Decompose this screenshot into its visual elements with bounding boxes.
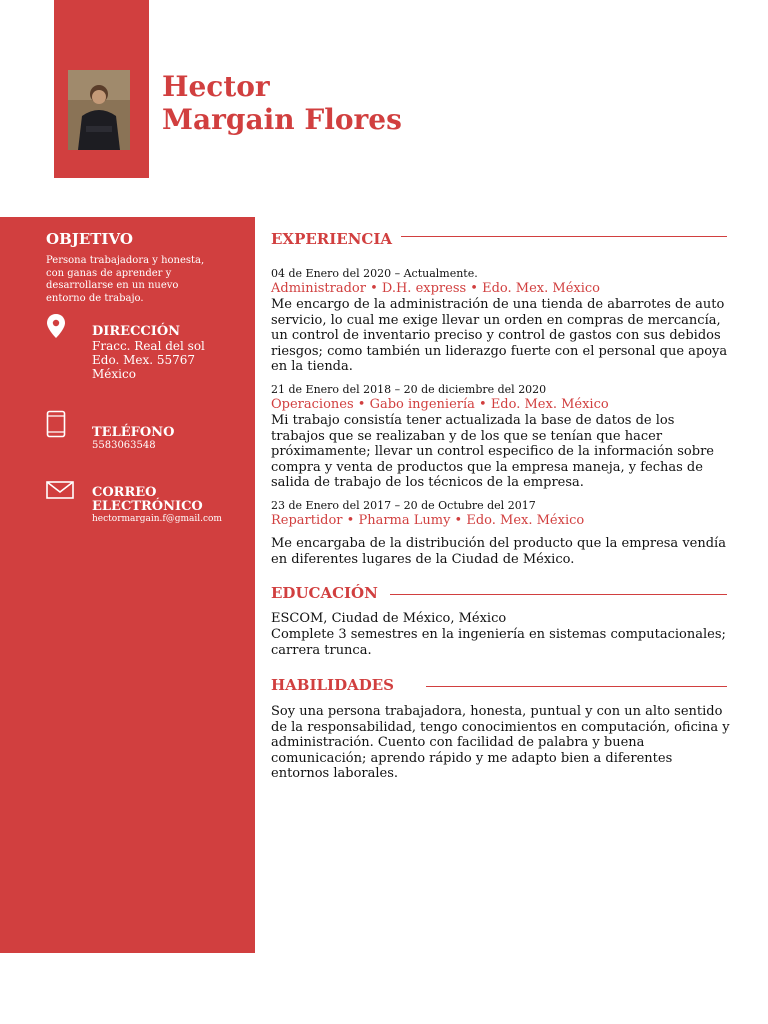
job-2-date: 21 de Enero del 2018 – 20 de diciembre del 2020: [271, 383, 547, 396]
objective-title: OBJETIVO: [46, 230, 133, 248]
skills-title: HABILIDADES: [271, 676, 394, 694]
education-title: EDUCACIÓN: [271, 584, 378, 602]
experience-divider: [401, 236, 727, 237]
address-label: DIRECCIÓN: [92, 324, 181, 339]
mail-icon: [46, 481, 74, 499]
email-label-2: ELECTRÓNICO: [92, 499, 203, 514]
job-1-date: 04 de Enero del 2020 – Actualmente.: [271, 267, 478, 280]
email-address[interactable]: hectormargain.f@gmail.com: [92, 514, 222, 524]
person-photo-icon: [68, 70, 130, 150]
job-2-description: Mi trabajo consistía tener actualizada la base de datos de los trabajos que se realizaban y de los que se tenían que hacer próximamente; llevar un control especifico de la información sobre compra y venta de productos que la empresa maneja, y fechas de salida de trabajo de los técnicos de la empresa.: [271, 413, 714, 490]
experience-title: EXPERIENCIA: [271, 230, 393, 248]
email-label-1: CORREO: [92, 485, 157, 500]
last-name: Margain Flores: [162, 103, 402, 136]
first-name: Hector: [162, 70, 270, 103]
sidebar: [0, 217, 255, 953]
phone-label: TELÉFONO: [92, 425, 175, 440]
education-divider: [390, 594, 727, 595]
job-1-role: Administrador • D.H. express • Edo. Mex. México: [271, 281, 600, 296]
address-line-3: México: [92, 367, 136, 381]
skills-divider: [426, 686, 727, 687]
job-3-role: Repartidor • Pharma Lumy • Edo. Mex. México: [271, 513, 585, 528]
phone-number[interactable]: 5583063548: [92, 440, 156, 451]
job-3-date: 23 de Enero del 2017 – 20 de Octubre del 2017: [271, 499, 536, 512]
profile-photo: [68, 70, 130, 150]
job-3-description: Me encargaba de la distribución del producto que la empresa vendía en diferentes lugares de la Ciudad de México.: [271, 536, 726, 567]
job-2-role: Operaciones • Gabo ingeniería • Edo. Mex. México: [271, 397, 609, 412]
skills-text: Soy una persona trabajadora, honesta, puntual y con un alto sentido de la responsabilidad, tengo conocimientos en computación, oficina y administración. Cuento con facilidad de palabra y buena comunicación; aprendo rápido y me adapto bien a diferentes entornos laborales.: [271, 704, 730, 781]
job-1-description: Me encargo de la administración de una tienda de abarrotes de auto servicio, lo cual me exige llevar un orden en compras de mercancía, un control de inventario preciso y control de gastos con sus debidos riesgos; como también un liderazgo fuerte con el personal que apoya en la tienda.: [271, 297, 728, 374]
address-line-2: Edo. Mex. 55767: [92, 353, 196, 367]
location-pin-icon: [46, 313, 66, 339]
address-line-1: Fracc. Real del sol: [92, 339, 205, 353]
full-name: [162, 70, 402, 136]
phone-icon: [46, 410, 66, 438]
education-school: ESCOM, Ciudad de México, México: [271, 611, 507, 626]
objective-text: Persona trabajadora y honesta, con ganas de aprender y desarrollarse en un nuevo entorno de trabajo.: [46, 255, 205, 304]
education-detail: Complete 3 semestres en la ingeniería en sistemas computacionales; carrera trunca.: [271, 627, 726, 658]
